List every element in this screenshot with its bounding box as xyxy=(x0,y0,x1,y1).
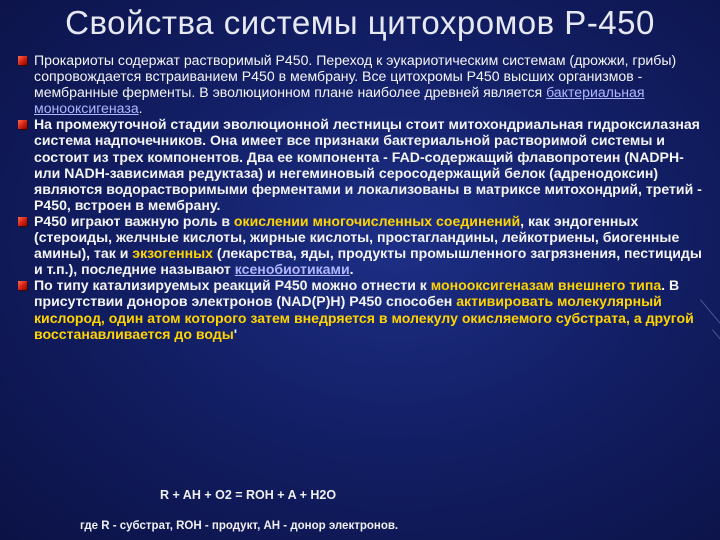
bullet-prokaryotes xyxy=(18,52,708,116)
bullet-text: Р450 играют важную роль в xyxy=(34,212,234,229)
bullet-list xyxy=(18,52,708,342)
bullet-square-icon xyxy=(18,120,27,129)
link-xenobiotics[interactable]: ксенобиотиками xyxy=(234,261,350,278)
bullet-square-icon xyxy=(18,56,27,65)
bullet-mitochondrial-system xyxy=(18,116,708,213)
bullet-text: . xyxy=(349,261,354,278)
highlight-external-monooxygenases: монооксигеназам внешнего типа xyxy=(430,277,662,294)
bullet-square-icon xyxy=(18,217,27,226)
decorative-line xyxy=(712,329,720,364)
highlight-exogenous: экзогенных xyxy=(132,245,214,262)
equation-legend: где R - субстрат, ROH - продукт, AH - донор электронов. xyxy=(80,520,399,532)
slide-title: Свойства системы цитохромов Р-450 xyxy=(65,4,655,41)
bullet-text: ' xyxy=(233,325,238,342)
bullet-reaction-type xyxy=(18,277,708,341)
bullet-text: На промежуточной стадии эволюционной лестницы стоит митохондриальная гидроксилазная система надпочечников. Она имеет все признаки бактериальной растворимой системы и состоит из трех компонентов. Два ее компонента - FAD-содержащий флавопротеин (NADPH- или NADH-зависимая редуктаза) и негеминовый серосодержащий белок (адренодоксин) являются водорастворимыми ферментами и локализованы в матриксе митохондрий, третий - Р450, встроен в мембрану. xyxy=(34,116,702,213)
bullet-oxidation-role xyxy=(18,213,708,277)
bullet-square-icon xyxy=(18,281,27,290)
highlight-oxygen-activation: активировать молекулярный кислород, один атом которого затем внедряется в молекулу окисляемого субстрата, а другой восстанавливается до воды xyxy=(34,293,694,342)
bullet-text: . xyxy=(138,100,143,117)
bullet-text: (лекарства, яды, продукты промышленного загрязнения, пестициды и т.п.), последние называют xyxy=(34,245,702,278)
bullet-text: Прокариоты содержат растворимый Р450. Переход к эукариотическим системам (дрожжи, грибы) сопровождается встраиванием Р450 в мембрану. Все цитохромы Р450 высших организмов - мембранные ферменты. В эволюционном плане наиболее древней является xyxy=(34,52,677,101)
link-bacterial-monooxygenase[interactable]: бактериальная монооксигеназа xyxy=(34,84,645,117)
bullet-text: . В присутствии доноров электронов (NAD(P)H) Р450 способен xyxy=(34,277,680,310)
bullet-text: , как эндогенных (стероиды, желчные кислоты, жирные кислоты, простагландины, лейкотриены, биогенные амины), так и xyxy=(34,212,680,262)
highlight-oxidation: окислении многочисленных соединений xyxy=(233,212,521,229)
bullet-text: По типу катализируемых реакций Р450 можно отнести к xyxy=(34,277,431,294)
reaction-equation: R + AH + O2 = ROH + A + H2O xyxy=(160,488,337,502)
